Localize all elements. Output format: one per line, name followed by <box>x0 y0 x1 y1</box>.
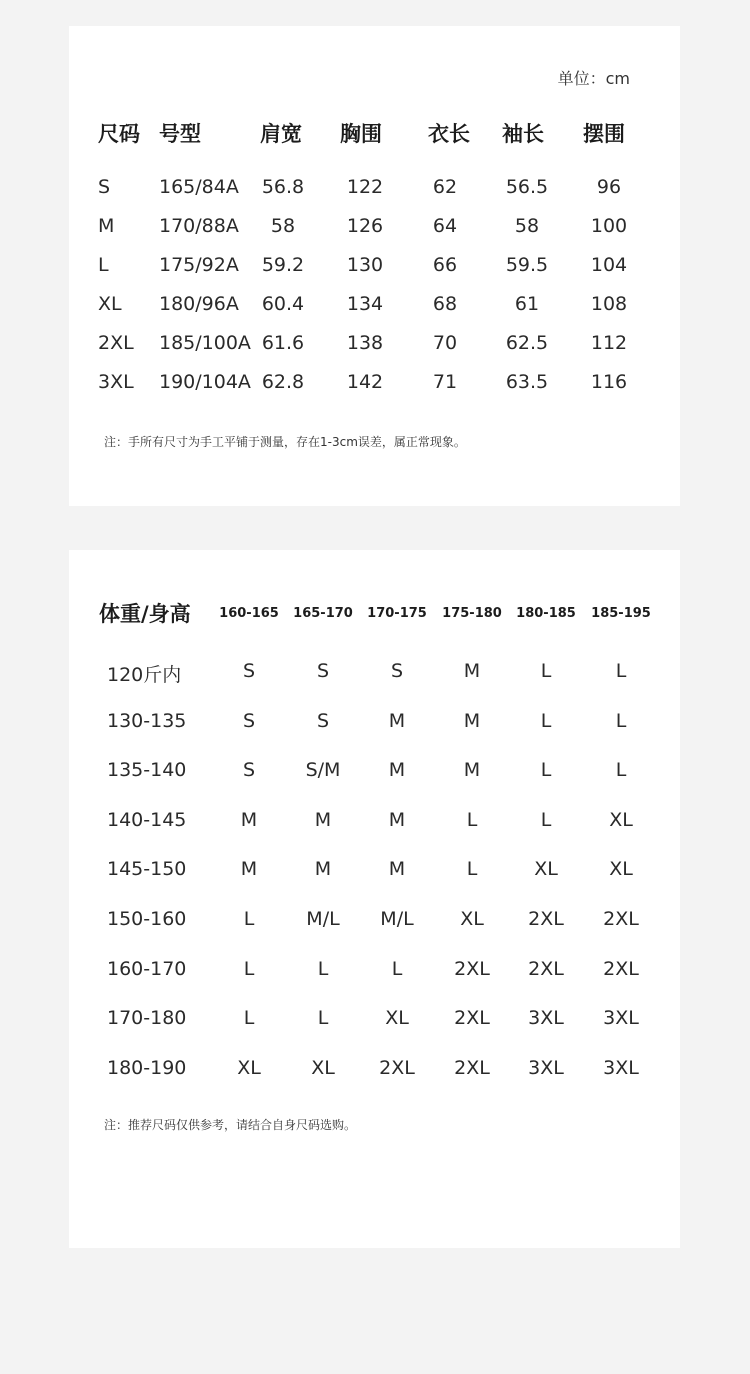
recommended-size-cell: M <box>314 809 332 831</box>
recommended-size-cell: M <box>463 660 481 682</box>
recommended-size-cell: 2XL <box>379 1057 415 1079</box>
recommended-size-cell: L <box>540 710 552 732</box>
size-cell: 58 <box>270 215 296 237</box>
recommended-size-cell: 2XL <box>454 1007 490 1029</box>
recommended-size-cell: S <box>390 660 404 682</box>
size-row-label: 3XL <box>98 371 134 393</box>
size-cell: 60.4 <box>261 293 305 315</box>
weight-row-label: 120斤内 <box>107 664 182 686</box>
size-cell: 116 <box>590 371 628 393</box>
weight-row-label: 135-140 <box>107 759 187 781</box>
size-cell: 62 <box>432 176 458 198</box>
recommended-size-cell: M <box>314 858 332 880</box>
size-cell: 170/88A <box>159 215 239 237</box>
height-header-cell: 180-185 <box>516 606 576 621</box>
size-cell: 138 <box>346 332 384 354</box>
recommended-size-cell: XL <box>460 908 484 930</box>
size-cell: 59.2 <box>261 254 305 276</box>
recommended-size-cell: 2XL <box>528 908 564 930</box>
size-row-label: XL <box>98 293 122 315</box>
recommended-size-cell: 3XL <box>528 1007 564 1029</box>
recommended-size-cell: L <box>615 660 627 682</box>
recommended-size-cell: M <box>388 710 406 732</box>
recommended-size-cell: S <box>316 660 330 682</box>
size-row-label: M <box>98 215 115 237</box>
size-row-label: L <box>98 254 109 276</box>
size-cell: 68 <box>432 293 458 315</box>
size-cell: 108 <box>590 293 628 315</box>
size-header-cell: 袖长 <box>502 122 544 146</box>
size-cell: 126 <box>346 215 384 237</box>
recommendation-card <box>69 550 680 1248</box>
recommended-size-cell: L <box>243 958 255 980</box>
size-cell: 63.5 <box>505 371 549 393</box>
size-note: 注：手所有尺寸为手工平铺于测量，存在1-3cm误差，属正常现象。 <box>104 435 466 449</box>
weight-row-label: 180-190 <box>107 1057 187 1079</box>
size-header-cell: 尺码 <box>98 122 140 146</box>
recommended-size-cell: L <box>615 759 627 781</box>
size-cell: 56.8 <box>261 176 305 198</box>
recommendation-note: 注：推荐尺码仅供参考，请结合自身尺码选购。 <box>104 1118 357 1132</box>
size-cell: 62.8 <box>261 371 305 393</box>
recommended-size-cell: 2XL <box>528 958 564 980</box>
size-cell: 56.5 <box>505 176 549 198</box>
recommended-size-cell: M <box>240 809 258 831</box>
height-header-cell: 175-180 <box>442 606 502 621</box>
size-cell: 66 <box>432 254 458 276</box>
recommended-size-cell: 2XL <box>454 1057 490 1079</box>
recommended-size-cell: S/M <box>305 759 341 781</box>
size-cell: 122 <box>346 176 384 198</box>
recommended-size-cell: 2XL <box>454 958 490 980</box>
size-cell: 96 <box>596 176 622 198</box>
size-cell: 64 <box>432 215 458 237</box>
height-header-cell: 185-195 <box>591 606 651 621</box>
recommended-size-cell: L <box>317 958 329 980</box>
size-header-cell: 衣长 <box>428 122 470 146</box>
size-row-label: 2XL <box>98 332 134 354</box>
height-header-cell: 170-175 <box>367 606 427 621</box>
weight-row-label: 145-150 <box>107 858 187 880</box>
size-cell: 70 <box>432 332 458 354</box>
size-cell: 61 <box>514 293 540 315</box>
weight-row-label: 150-160 <box>107 908 187 930</box>
recommendation-title: 体重/身高 <box>99 602 191 626</box>
size-cell: 100 <box>590 215 628 237</box>
size-cell: 61.6 <box>261 332 305 354</box>
recommended-size-cell: M <box>240 858 258 880</box>
height-header-cell: 165-170 <box>293 606 353 621</box>
recommended-size-cell: XL <box>385 1007 409 1029</box>
recommended-size-cell: L <box>317 1007 329 1029</box>
recommended-size-cell: S <box>316 710 330 732</box>
recommended-size-cell: XL <box>609 858 633 880</box>
recommended-size-cell: L <box>615 710 627 732</box>
recommended-size-cell: 2XL <box>603 958 639 980</box>
size-header-cell: 肩宽 <box>260 122 302 146</box>
size-cell: 71 <box>432 371 458 393</box>
recommended-size-cell: M <box>463 759 481 781</box>
recommended-size-cell: XL <box>534 858 558 880</box>
size-chart-card <box>69 26 680 506</box>
recommended-size-cell: L <box>540 759 552 781</box>
recommended-size-cell: 2XL <box>603 908 639 930</box>
recommended-size-cell: XL <box>311 1057 335 1079</box>
weight-row-label: 170-180 <box>107 1007 187 1029</box>
size-cell: 130 <box>346 254 384 276</box>
recommended-size-cell: L <box>466 809 478 831</box>
recommended-size-cell: 3XL <box>528 1057 564 1079</box>
weight-row-label: 130-135 <box>107 710 187 732</box>
weight-row-label: 140-145 <box>107 809 187 831</box>
recommended-size-cell: L <box>243 908 255 930</box>
recommended-size-cell: M <box>388 858 406 880</box>
recommended-size-cell: XL <box>237 1057 261 1079</box>
size-cell: 62.5 <box>505 332 549 354</box>
size-cell: 180/96A <box>159 293 239 315</box>
size-cell: 190/104A <box>159 371 251 393</box>
recommended-size-cell: L <box>540 660 552 682</box>
recommended-size-cell: S <box>242 759 256 781</box>
size-cell: 112 <box>590 332 628 354</box>
recommended-size-cell: L <box>243 1007 255 1029</box>
recommended-size-cell: S <box>242 710 256 732</box>
recommended-size-cell: M <box>388 809 406 831</box>
size-cell: 59.5 <box>505 254 549 276</box>
recommended-size-cell: M <box>388 759 406 781</box>
weight-row-label: 160-170 <box>107 958 187 980</box>
recommended-size-cell: 3XL <box>603 1007 639 1029</box>
size-cell: 134 <box>346 293 384 315</box>
size-cell: 175/92A <box>159 254 239 276</box>
recommended-size-cell: L <box>391 958 403 980</box>
size-row-label: S <box>98 176 111 198</box>
size-cell: 165/84A <box>159 176 239 198</box>
size-header-cell: 号型 <box>159 122 201 146</box>
recommended-size-cell: XL <box>609 809 633 831</box>
size-header-cell: 胸围 <box>340 122 382 146</box>
size-cell: 104 <box>590 254 628 276</box>
recommended-size-cell: L <box>540 809 552 831</box>
recommended-size-cell: S <box>242 660 256 682</box>
recommended-size-cell: M <box>463 710 481 732</box>
size-cell: 58 <box>514 215 540 237</box>
height-header-cell: 160-165 <box>219 606 279 621</box>
recommended-size-cell: M/L <box>380 908 414 930</box>
size-cell: 142 <box>346 371 384 393</box>
recommended-size-cell: 3XL <box>603 1057 639 1079</box>
recommended-size-cell: M/L <box>306 908 340 930</box>
size-header-cell: 摆围 <box>583 122 625 146</box>
size-cell: 185/100A <box>159 332 251 354</box>
recommended-size-cell: L <box>466 858 478 880</box>
unit-label: 单位：cm <box>557 69 630 88</box>
